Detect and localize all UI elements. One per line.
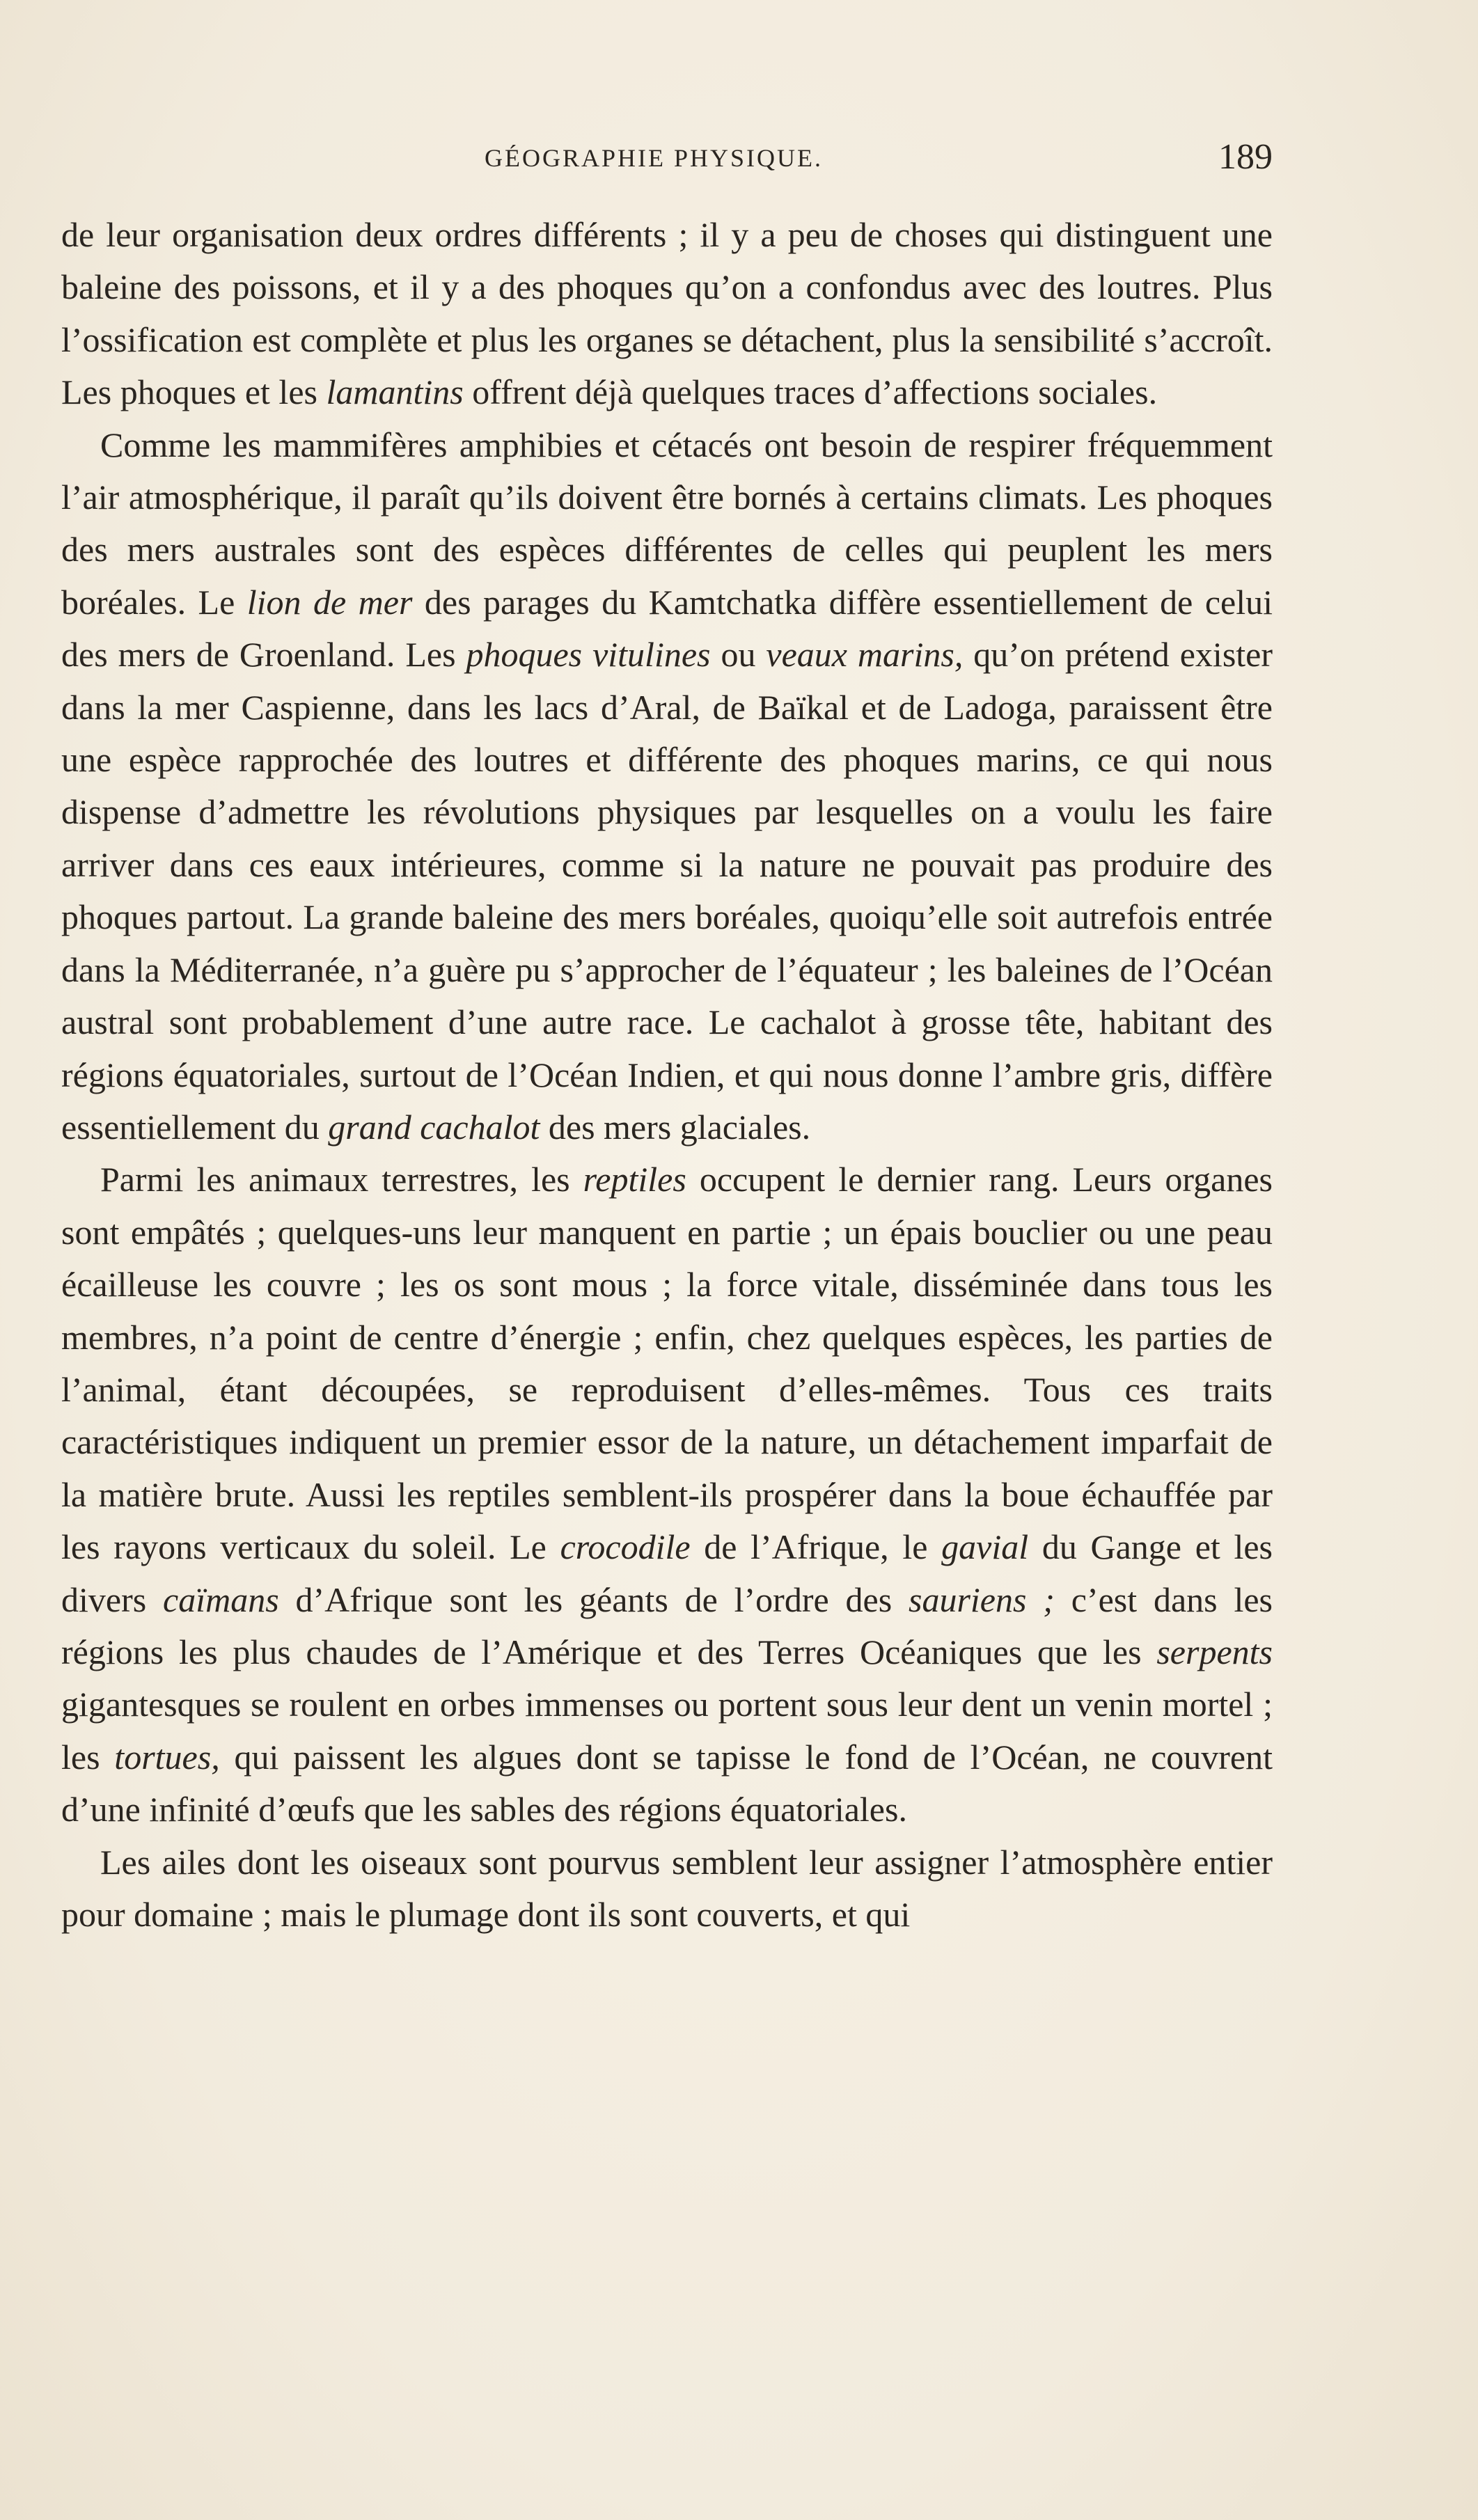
text-run: ou xyxy=(710,635,766,675)
italic-term: sauriens ; xyxy=(908,1580,1055,1619)
italic-term: caïmans xyxy=(163,1580,279,1619)
text-run: c’est dans les régions les plus chaudes de l’Amérique et des Terres Océaniques que les xyxy=(61,1580,1273,1671)
italic-term: serpents xyxy=(1156,1632,1273,1671)
text-run: qu’on prétend exister dans la mer Caspienne, dans les lacs d’Aral, de Baïkal et de Ladoga, paraissent être une espèce rapprochée des loutres et différente des phoques marins, ce qui nous dispense d’admettre les révolutions physiques par lesquelles on a voulu les faire arriver dans ces eaux intérieures, comme si la nature ne pouvait pas produire des phoques partout. La grande baleine des mers boréales, quoiqu’elle soit autrefois entrée dans la Méditerranée, n’a guère pu s’approcher de l’équateur ; les baleines de l’Océan austral sont probablement d’une autre race. Le cachalot à grosse tête, habitant des régions équatoriales, surtout de l’Océan Indien, et qui nous donne l’ambre gris, diffère essentiellement du xyxy=(61,635,1273,1147)
body-text xyxy=(61,209,1273,1941)
paragraph xyxy=(61,1153,1273,1836)
text-run: gigantesques se roulent en orbes immenses ou portent sous leur dent un venin mortel ; les xyxy=(61,1685,1273,1777)
running-title: GÉOGRAPHIE PHYSIQUE. xyxy=(485,144,824,172)
text-run: des mers glaciales. xyxy=(540,1107,811,1147)
text-run: occupent le dernier rang. Leurs organes sont empâtés ; quelques-uns leur manquent en partie ; un épais bouclier ou une peau écailleuse les couvre ; les os sont mous ; la force vitale, disséminée dans tous les membres, n’a point de centre d’énergie ; enfin, chez quelques espèces, les parties de l’animal, étant découpées, se reproduisent d’elles-mêmes. Tous ces traits caractéristiques indiquent un premier essor de la nature, un détachement imparfait de la matière brute. Aussi les reptiles semblent-ils prospérer dans la boue échauffée par les rayons verticaux du soleil. Le xyxy=(61,1160,1273,1567)
text-run: qui paissent les algues dont se tapisse le fond de l’Océan, ne couvrent d’une infinité d’œufs que les sables des régions équatoriales. xyxy=(61,1737,1273,1829)
italic-term: lion de mer xyxy=(246,582,413,622)
paragraph xyxy=(61,419,1273,1154)
italic-term: lamantins xyxy=(326,372,464,412)
italic-term: veaux marins, xyxy=(766,635,964,675)
page-header xyxy=(61,139,1273,181)
text-run: d’Afrique sont les géants de l’ordre des xyxy=(278,1580,909,1619)
text-run: de l’Afrique, le xyxy=(690,1527,942,1567)
italic-term: phoques vitulines xyxy=(466,635,711,675)
text-run: de leur organisation deux ordres différents ; il y a peu de choses qui distinguent une baleine des poissons, et il y a des phoques qu’on a confondus avec des loutres. Plus l’ossification est complète et plus les organes se détachent, plus la sensibilité s’accroît. Les phoques et les xyxy=(61,215,1273,412)
italic-term: tortues, xyxy=(114,1737,220,1777)
text-run: Comme les mammifères amphibies et cétacés ont besoin de respirer fréquemment l’air atmosphérique, il paraît qu’ils doivent être bornés à certains climats. Les phoques des mers australes sont des espèces différentes de celles qui peuplent les mers boréales. Le xyxy=(61,425,1273,622)
text-run: Les ailes dont les oiseaux sont pourvus semblent leur assigner l’atmosphère entier pour domaine ; mais le plumage dont ils sont couverts, et qui xyxy=(61,1842,1273,1934)
text-run: offrent déjà quelques traces d’affections sociales. xyxy=(463,372,1158,412)
italic-term: gavial xyxy=(941,1527,1029,1567)
italic-term: grand cachalot xyxy=(328,1107,540,1147)
italic-term: reptiles xyxy=(583,1160,686,1199)
paragraph xyxy=(61,1836,1273,1942)
text-run: du Gange et les divers xyxy=(61,1527,1273,1619)
text-run: des parages du Kamtchatka diffère essentiellement de celui des mers de Groenland. Les xyxy=(61,582,1273,675)
text-run: Parmi les animaux terrestres, les xyxy=(100,1160,583,1199)
paragraph xyxy=(61,209,1273,419)
page-number: 189 xyxy=(1218,137,1273,177)
italic-term: crocodile xyxy=(560,1527,691,1567)
